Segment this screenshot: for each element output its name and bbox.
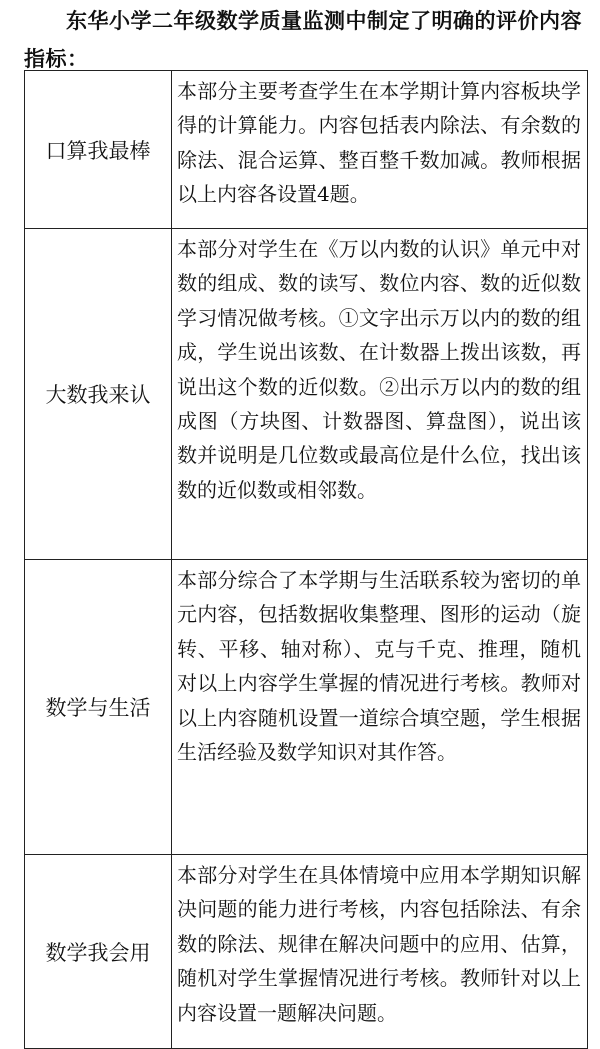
- table-row: [25, 560, 588, 855]
- row-label: 大数我来认: [25, 229, 172, 560]
- table-row: [25, 229, 588, 560]
- row-description: 本部分对学生在具体情境中应用本学期知识解决问题的能力进行考核，内容包括除法、有余数的除法、规律在解决问题中的应用、估算，随机对学生掌握情况进行考核。教师针对以上内容设置一题解决问题。: [172, 855, 588, 1049]
- row-label: 数学我会用: [25, 855, 172, 1049]
- evaluation-table: [24, 70, 588, 1049]
- row-label: 数学与生活: [25, 560, 172, 855]
- row-description: 本部分对学生在《万以内数的认识》单元中对数的组成、数的读写、数位内容、数的近似数学习情况做考核。①文字出示万以内的数的组成，学生说出该数、在计数器上拨出该数，再说出这个数的近似数。②出示万以内的数的组成图（方块图、计数器图、算盘图），说出该数并说明是几位数或最高位是什么位，找出该数的近似数或相邻数。: [172, 229, 588, 560]
- row-description: 本部分综合了本学期与生活联系较为密切的单元内容，包括数据收集整理、图形的运动（旋转、平移、轴对称）、克与千克、推理，随机对以上内容学生掌握的情况进行考核。教师对以上内容随机设置一道综合填空题，学生根据生活经验及数学知识对其作答。: [172, 560, 588, 855]
- table-row: [25, 71, 588, 229]
- table-row: [25, 855, 588, 1049]
- intro-text: 东华小学二年级数学质量监测中制定了明确的评价内容指标：: [24, 9, 582, 71]
- row-description: 本部分主要考查学生在本学期计算内容板块学得的计算能力。内容包括表内除法、有余数的除法、混合运算、整百整千数加减。教师根据以上内容各设置4题。: [172, 71, 588, 229]
- row-label: 口算我最棒: [25, 71, 172, 229]
